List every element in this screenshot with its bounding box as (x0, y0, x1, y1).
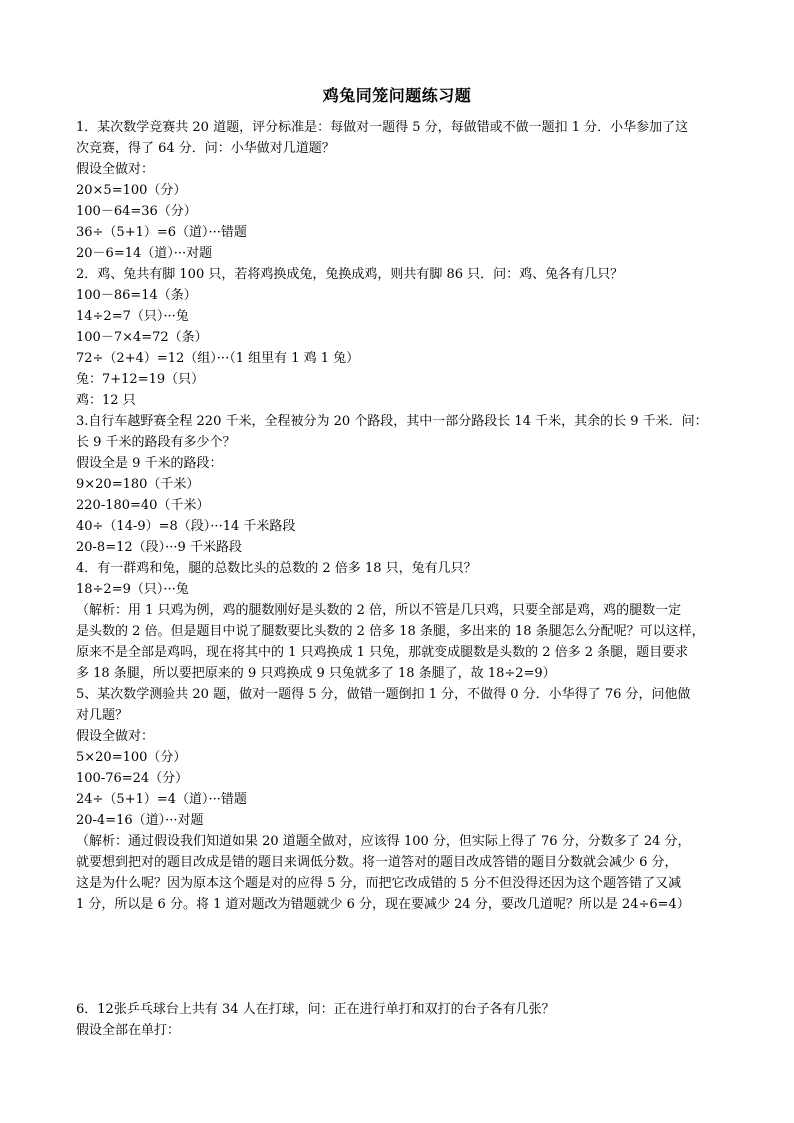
text-line: 兔：7+12=19（只） (76, 372, 205, 387)
document-body (76, 117, 722, 1041)
text-line: 次竞赛，得了 64 分．问：小华做对几道题？ (76, 141, 335, 156)
text-line: 1 分，所以是 6 分。将 1 道对题改为错题就少 6 分，现在要减少 24 分，要改几道呢？所以是 24÷6=4） (76, 897, 690, 912)
text-line: 5、某次数学测验共 20 题，做对一题得 5 分，做错一题倒扣 1 分，不做得 0 分．小华得了 76 分，问他做 (76, 687, 691, 702)
text-line: 原来不是全部是鸡吗，现在将其中的 1 只鸡换成 1 只兔，那就变成腿数是头数的 2 倍多 2 条腿，题目要求 (76, 645, 689, 660)
text-line: 20-8=12（段）···9 千米路段 (76, 540, 242, 555)
text-line: 24÷（5+1）=4（道）···错题 (76, 792, 247, 807)
text-line: 20－6=14（道）···对题 (76, 246, 213, 261)
text-line: 3.自行车越野赛全程 220 千米，全程被分为 20 个路段，其中一部分路段长 14 千米，其余的长 9 千米．问： (76, 414, 708, 429)
text-line: 长 9 千米的路段有多少个？ (76, 435, 236, 450)
exercise-block-1 (76, 117, 722, 915)
text-line: 2．鸡、兔共有脚 100 只，若将鸡换成兔，兔换成鸡，则共有脚 86 只．问：鸡、兔各有几只？ (76, 267, 624, 282)
text-line: 100－7×4=72（条） (76, 330, 208, 345)
text-line: 多 18 条腿，所以要把原来的 9 只鸡换成 9 只兔就多了 18 条腿了，故 18÷2=9） (76, 666, 556, 681)
text-line: 18÷2=9（只）···兔 (76, 582, 189, 597)
text-line: 36÷（5+1）=6（道）···错题 (76, 225, 247, 240)
blank-gap (76, 915, 722, 999)
text-line: 鸡：12 只 (76, 393, 136, 408)
text-line: 4．有一群鸡和兔，腿的总数比头的总数的 2 倍多 18 只，兔有几只？ (76, 561, 477, 576)
text-line: 72÷（2+4）=12（组）···（1 组里有 1 鸡 1 兔） (76, 351, 360, 366)
exercise-block-2 (76, 999, 722, 1041)
text-line: 20×5=100（分） (76, 183, 187, 198)
text-line: 40÷（14-9）=8（段）···14 千米路段 (76, 519, 296, 534)
text-line: 对几题？ (76, 708, 129, 723)
text-line: 20-4=16（道）···对题 (76, 813, 204, 828)
text-line: 14÷2=7（只）···兔 (76, 309, 189, 324)
text-line: 6．12张乒乓球台上共有 34 人在打球，问：正在进行单打和双打的台子各有几张？ (76, 1002, 555, 1017)
text-line: 9×20=180（千米） (76, 477, 200, 492)
text-line: 1．某次数学竞赛共 20 道题，评分标准是：每做对一题得 5 分，每做错或不做一题扣 1 分．小华参加了这 (76, 120, 689, 135)
text-line: 这是为什么呢？因为原本这个题是对的应得 5 分，而把它改成错的 5 分不但没得还因为这个题答错了又减 (76, 876, 682, 891)
page-title: 鸡兔同笼问题练习题 (322, 86, 472, 105)
text-line: 是头数的 2 倍。但是题目中说了腿数要比头数的 2 倍多 18 条腿，多出来的 18 条腿怎么分配呢？可以这样， (76, 624, 705, 639)
text-line: 220-180=40（千米） (76, 498, 210, 513)
text-line: 100－86=14（条） (76, 288, 197, 303)
text-line: 100－64=36（分） (76, 204, 197, 219)
text-line: 假设全部在单打： (76, 1023, 181, 1038)
text-line: 100-76=24（分） (76, 771, 189, 786)
text-line: 假设全做对： (76, 162, 155, 177)
text-line: 5×20=100（分） (76, 750, 187, 765)
text-line: （解析：通过假设我们知道如果 20 道题全做对，应该得 100 分，但实际上得了 76 分，分数多了 24 分， (76, 834, 691, 849)
text-line: 假设全做对： (76, 729, 155, 744)
text-line: 就要想到把对的题目改成是错的题目来调低分数。将一道答对的题目改成答错的题目分数就会减少 6 分， (76, 855, 678, 870)
text-line: （解析：用 1 只鸡为例，鸡的腿数刚好是头数的 2 倍，所以不管是几只鸡，只要全部是鸡，鸡的腿数一定 (76, 603, 682, 618)
text-line: 假设全是 9 千米的路段： (76, 456, 223, 471)
